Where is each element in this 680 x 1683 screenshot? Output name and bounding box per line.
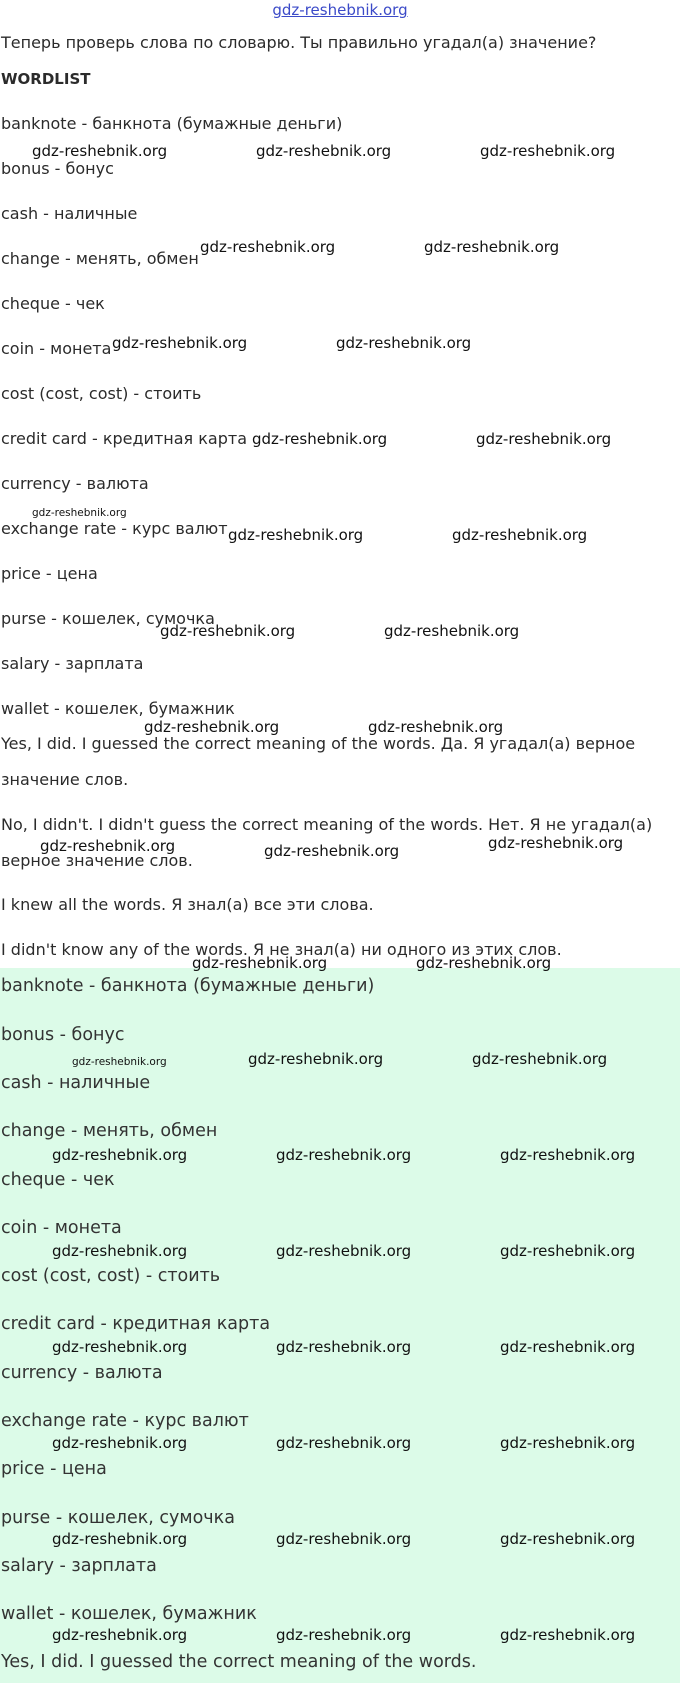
watermark: gdz-reshebnik.org: [248, 1050, 384, 1068]
watermark: gdz-reshebnik.org: [384, 622, 520, 640]
answer-word: change - менять, обмен: [1, 1121, 218, 1141]
watermark: gdz-reshebnik.org: [160, 622, 296, 640]
answer-line: значение слов.: [1, 770, 129, 789]
wordlist-item: currency - валюта: [1, 474, 149, 493]
watermark: gdz-reshebnik.org: [452, 526, 588, 544]
watermark: gdz-reshebnik.org: [488, 834, 624, 852]
watermark: gdz-reshebnik.org: [416, 954, 552, 972]
answer-word: price - цена: [1, 1459, 107, 1479]
site-link[interactable]: gdz-reshebnik.org: [272, 1, 408, 19]
watermark: gdz-reshebnik.org: [276, 1146, 412, 1164]
answer-word: cost (cost, cost) - стоить: [1, 1266, 221, 1286]
watermark: gdz-reshebnik.org: [276, 1530, 412, 1548]
watermark: gdz-reshebnik.org: [500, 1242, 636, 1260]
wordlist-item: cash - наличные: [1, 204, 138, 223]
watermark: gdz-reshebnik.org: [40, 837, 176, 855]
answer-line: I didn't know any of the words. Я не знал(а) ни одного из этих слов.: [1, 940, 562, 959]
answer-word: currency - валюта: [1, 1363, 163, 1383]
wordlist-item: price - цена: [1, 564, 98, 583]
wordlist-item: banknote - банкнота (бумажные деньги): [1, 114, 343, 133]
answer-line: I knew all the words. Я знал(а) все эти слова.: [1, 895, 374, 914]
wordlist-item: exchange rate - курс валют: [1, 519, 228, 538]
wordlist-item: salary - зарплата: [1, 654, 144, 673]
watermark: gdz-reshebnik.org: [256, 142, 392, 160]
watermark: gdz-reshebnik.org: [500, 1338, 636, 1356]
watermark: gdz-reshebnik.org: [264, 842, 400, 860]
watermark: gdz-reshebnik.org: [480, 142, 616, 160]
answer-word: credit card - кредитная карта: [1, 1314, 271, 1334]
watermark: gdz-reshebnik.org: [276, 1626, 412, 1644]
watermark: gdz-reshebnik.org: [500, 1434, 636, 1452]
answer-last-line: Yes, I did. I guessed the correct meaning of the words.: [1, 1652, 477, 1672]
wordlist-item: purse - кошелек, сумочка: [1, 609, 215, 628]
watermark: gdz-reshebnik.org: [52, 1530, 188, 1548]
answer-word: cheque - чек: [1, 1170, 115, 1190]
watermark: gdz-reshebnik.org: [368, 718, 504, 736]
wordlist-heading: WORDLIST: [1, 70, 91, 88]
watermark: gdz-reshebnik.org: [228, 526, 364, 544]
answer-line: Yes, I did. I guessed the correct meaning of the words. Да. Я угадал(а) верное: [1, 734, 636, 753]
watermark: gdz-reshebnik.org: [144, 718, 280, 736]
watermark: gdz-reshebnik.org: [200, 238, 336, 256]
watermark: gdz-reshebnik.org: [52, 1434, 188, 1452]
watermark: gdz-reshebnik.org: [52, 1146, 188, 1164]
watermark: gdz-reshebnik.org: [52, 1338, 188, 1356]
instruction-text: Теперь проверь слова по словарю. Ты правильно угадал(а) значение?: [1, 33, 597, 52]
watermark: gdz-reshebnik.org: [32, 507, 127, 519]
watermark: gdz-reshebnik.org: [424, 238, 560, 256]
watermark: gdz-reshebnik.org: [72, 1056, 167, 1068]
watermark: gdz-reshebnik.org: [500, 1626, 636, 1644]
wordlist-item: credit card - кредитная карта: [1, 429, 247, 448]
watermark: gdz-reshebnik.org: [276, 1338, 412, 1356]
answer-line: No, I didn't. I didn't guess the correct meaning of the words. Нет. Я не угадал(а): [1, 815, 653, 834]
watermark: gdz-reshebnik.org: [500, 1146, 636, 1164]
watermark: gdz-reshebnik.org: [276, 1242, 412, 1260]
watermark: gdz-reshebnik.org: [252, 430, 388, 448]
answer-word: wallet - кошелек, бумажник: [1, 1604, 257, 1624]
wordlist-item: cost (cost, cost) - стоить: [1, 384, 202, 403]
answer-word: cash - наличные: [1, 1073, 151, 1093]
answer-word: coin - монета: [1, 1218, 122, 1238]
watermark: gdz-reshebnik.org: [472, 1050, 608, 1068]
watermark: gdz-reshebnik.org: [336, 334, 472, 352]
answer-line: верное значение слов.: [1, 851, 193, 870]
watermark: gdz-reshebnik.org: [52, 1242, 188, 1260]
wordlist-item: coin - монета: [1, 339, 112, 358]
watermark: gdz-reshebnik.org: [276, 1434, 412, 1452]
wordlist-item: bonus - бонус: [1, 159, 114, 178]
wordlist-item: cheque - чек: [1, 294, 105, 313]
watermark: gdz-reshebnik.org: [32, 142, 168, 160]
watermark: gdz-reshebnik.org: [500, 1530, 636, 1548]
answer-word: exchange rate - курс валют: [1, 1411, 249, 1431]
answer-word: bonus - бонус: [1, 1025, 125, 1045]
watermark: gdz-reshebnik.org: [112, 334, 248, 352]
wordlist-item: change - менять, обмен: [1, 249, 199, 268]
answer-word: purse - кошелек, сумочка: [1, 1508, 235, 1528]
wordlist-item: wallet - кошелек, бумажник: [1, 699, 235, 718]
watermark: gdz-reshebnik.org: [476, 430, 612, 448]
answer-word: salary - зарплата: [1, 1556, 157, 1576]
watermark: gdz-reshebnik.org: [52, 1626, 188, 1644]
watermark: gdz-reshebnik.org: [192, 954, 328, 972]
answer-word: banknote - банкнота (бумажные деньги): [1, 976, 375, 996]
